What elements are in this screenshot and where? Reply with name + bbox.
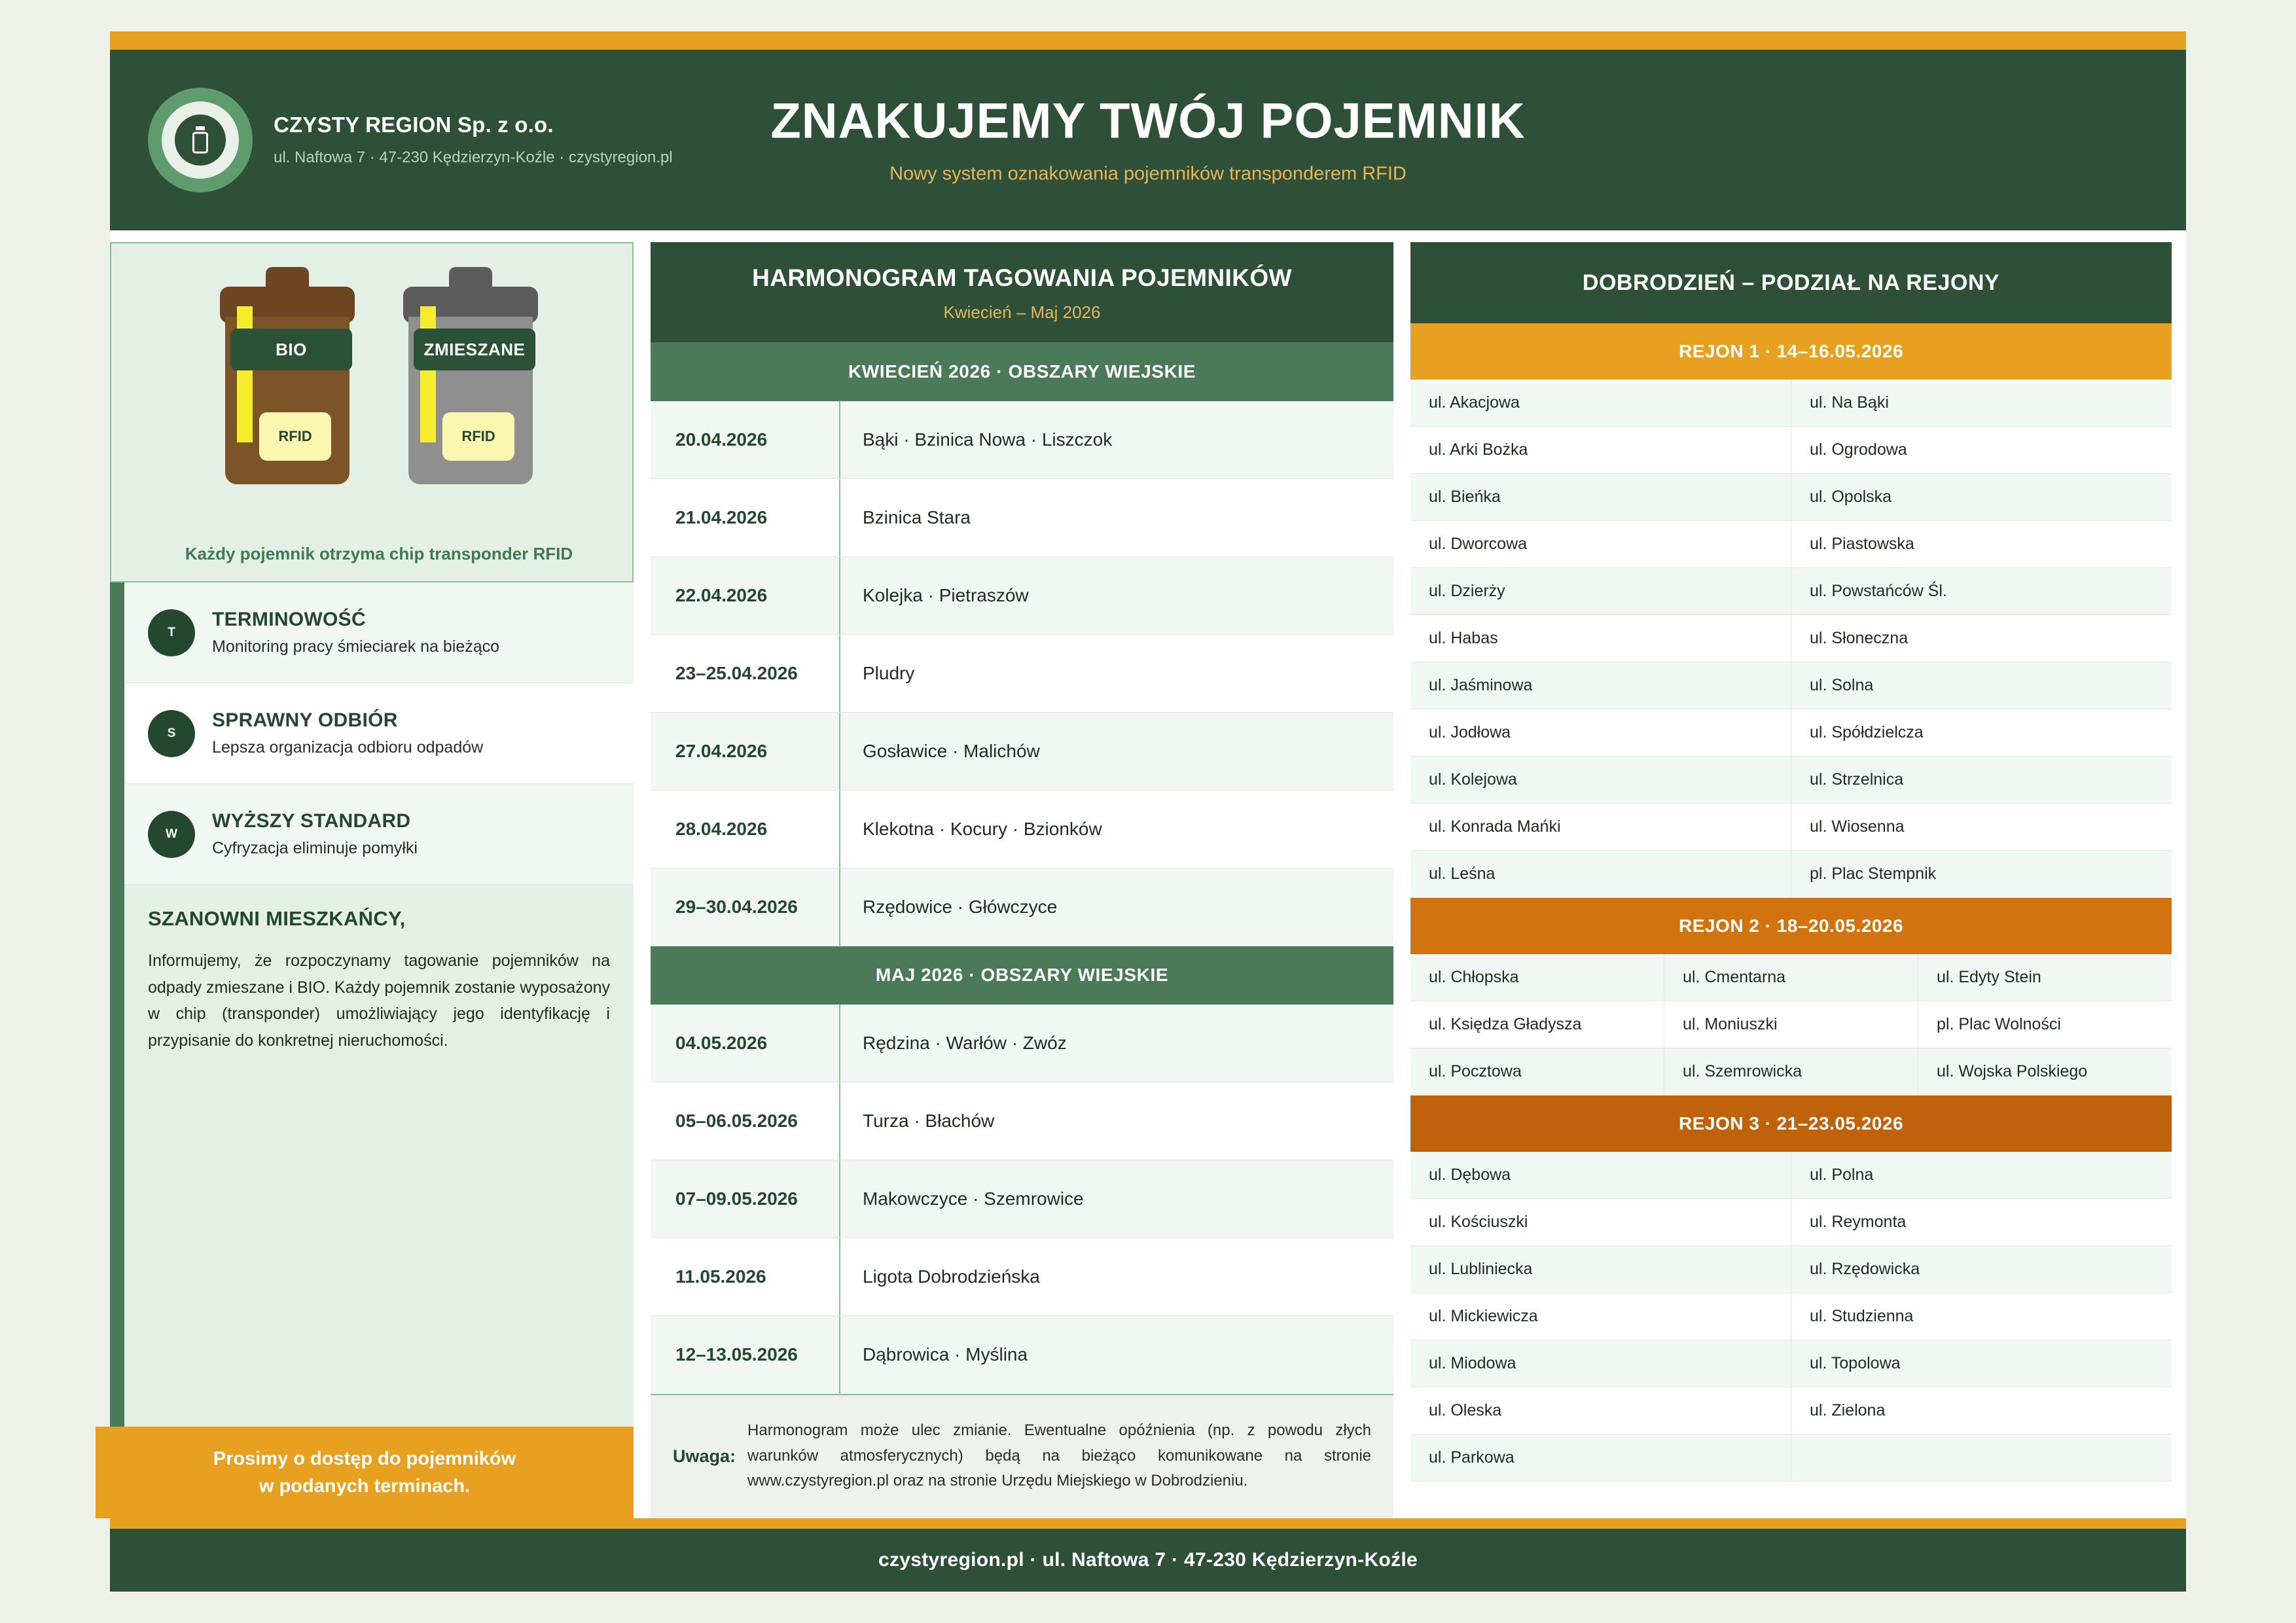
table-row bbox=[1410, 1152, 2172, 1199]
page-header bbox=[110, 50, 2186, 230]
note-label: Uwaga: bbox=[673, 1446, 736, 1466]
street-name: ul. Habas bbox=[1410, 615, 1791, 662]
schedule-header bbox=[651, 242, 1393, 342]
feature-title: WYŻSZY STANDARD bbox=[212, 810, 411, 832]
table-row bbox=[651, 791, 1393, 868]
table-row bbox=[1410, 1340, 2172, 1387]
table-row bbox=[1410, 1435, 2172, 1482]
schedule-areas: Dąbrowica · Myślina bbox=[863, 1344, 1028, 1364]
table-row bbox=[1410, 1387, 2172, 1435]
schedule-note bbox=[651, 1394, 1393, 1518]
street-name: ul. Spółdzielcza bbox=[1810, 723, 1924, 741]
cta-line-1: Prosimy o dostęp do pojemników bbox=[213, 1448, 516, 1469]
street-name: ul. Na Bąki bbox=[1810, 393, 1889, 412]
street-name: pl. Plac Stempnik bbox=[1810, 865, 1937, 883]
street-name: ul. Polna bbox=[1810, 1166, 1874, 1184]
street-name: ul. Piastowska bbox=[1810, 535, 1914, 553]
feature-title: TERMINOWOŚĆ bbox=[212, 609, 366, 630]
schedule-section-heading-may: MAJ 2026 · OBSZARY WIEJSKIE bbox=[651, 946, 1393, 1005]
table-row bbox=[651, 401, 1393, 479]
schedule-rows-may bbox=[651, 1005, 1393, 1394]
left-content bbox=[124, 242, 634, 1427]
street-name: ul. Księdza Gładysza bbox=[1410, 1001, 1664, 1048]
table-row bbox=[651, 1005, 1393, 1082]
schedule-areas: Rędzina · Warłów · Zwóz bbox=[863, 1033, 1067, 1053]
table-row bbox=[651, 1316, 1393, 1394]
street-name: ul. Szemrowicka bbox=[1664, 1048, 1918, 1095]
table-row bbox=[1410, 1293, 2172, 1340]
street-name: ul. Pocztowa bbox=[1410, 1048, 1664, 1095]
schedule-date: 04.05.2026 bbox=[651, 1005, 840, 1082]
feature-terminowosc bbox=[124, 582, 634, 683]
schedule-section-heading-april: KWIECIEŃ 2026 · OBSZARY WIEJSKIE bbox=[651, 342, 1393, 401]
table-row bbox=[1410, 709, 2172, 757]
brand-address: ul. Naftowa 7 · 47-230 Kędzierzyn-Koźle · czystyregion.pl bbox=[274, 149, 673, 167]
feature-texts bbox=[212, 709, 483, 757]
street-name: ul. Parkowa bbox=[1410, 1435, 1791, 1481]
logo-ring bbox=[162, 101, 239, 179]
street-name: ul. Moniuszki bbox=[1664, 1001, 1918, 1048]
street-name: ul. Miodowa bbox=[1410, 1340, 1791, 1387]
schedule-areas: Makowczyce · Szemrowice bbox=[863, 1188, 1084, 1209]
street-name: ul. Słoneczna bbox=[1810, 629, 1909, 647]
street-name: ul. Mickiewicza bbox=[1410, 1293, 1791, 1340]
schedule-areas: Kolejka · Pietraszów bbox=[863, 584, 1029, 605]
schedule-rows-april bbox=[651, 401, 1393, 946]
street-name: ul. Dębowa bbox=[1410, 1152, 1791, 1198]
schedule-title: HARMONOGRAM TAGOWANIA POJEMNIKÓW bbox=[752, 264, 1292, 291]
table-row bbox=[1410, 804, 2172, 851]
schedule-areas: Ligota Dobrodzieńska bbox=[863, 1266, 1040, 1287]
table-row bbox=[1410, 851, 2172, 898]
rfid-chip-mixed: RFID bbox=[442, 412, 514, 461]
feature-wyzszy-standard bbox=[124, 784, 634, 885]
feature-description: Monitoring pracy śmieciarek na bieżąco bbox=[212, 637, 500, 656]
feature-badge-icon: S bbox=[148, 710, 195, 757]
table-row bbox=[651, 635, 1393, 713]
street-name: ul. Dzierży bbox=[1410, 568, 1791, 615]
feature-sprawny-odbior bbox=[124, 683, 634, 784]
bin-label-mixed: ZMIESZANE bbox=[414, 329, 535, 370]
letter-title: SZANOWNI MIESZKAŃCY, bbox=[148, 907, 406, 930]
street-name: ul. Reymonta bbox=[1810, 1213, 1907, 1231]
street-name: ul. Wojska Polskiego bbox=[1937, 1062, 2088, 1080]
street-name: ul. Leśna bbox=[1410, 851, 1791, 897]
regions-title: DOBRODZIEŃ – PODZIAŁ NA REJONY bbox=[1410, 242, 2172, 323]
street-name: ul. Konrada Mańki bbox=[1410, 804, 1791, 850]
table-row bbox=[1410, 1001, 2172, 1048]
schedule-areas: Turza · Błachów bbox=[863, 1111, 995, 1131]
street-name: ul. Cmentarna bbox=[1664, 954, 1918, 1001]
street-name: ul. Lubliniecka bbox=[1410, 1246, 1791, 1293]
feature-badge-icon: T bbox=[148, 609, 195, 656]
table-row bbox=[1410, 521, 2172, 568]
schedule-date: 22.04.2026 bbox=[651, 557, 840, 634]
main-body bbox=[110, 230, 2186, 1518]
schedule-date: 20.04.2026 bbox=[651, 401, 840, 478]
schedule-date: 29–30.04.2026 bbox=[651, 868, 840, 946]
poster-root bbox=[110, 31, 2186, 1592]
table-row bbox=[1410, 427, 2172, 474]
bin-bio bbox=[220, 267, 355, 487]
feature-texts bbox=[212, 810, 418, 858]
schedule-range: Kwiecień – Maj 2026 bbox=[943, 302, 1101, 322]
table-row bbox=[1410, 474, 2172, 521]
rejon-3-heading: REJON 3 · 21–23.05.2026 bbox=[1410, 1096, 2172, 1152]
residents-letter bbox=[124, 885, 634, 1427]
street-name: ul. Akacjowa bbox=[1410, 380, 1791, 426]
feature-title: SPRAWNY ODBIÓR bbox=[212, 709, 398, 731]
page-subtitle: Nowy system oznakowania pojemników transponderem RFID bbox=[889, 163, 1407, 185]
bins-caption: Każdy pojemnik otrzyma chip transponder RFID bbox=[185, 544, 573, 563]
schedule-date: 21.04.2026 bbox=[651, 479, 840, 556]
schedule-column bbox=[651, 242, 1393, 1518]
top-accent-bar bbox=[110, 31, 2186, 50]
street-name: ul. Studzienna bbox=[1810, 1307, 1914, 1325]
table-row bbox=[1410, 380, 2172, 427]
table-row bbox=[651, 1160, 1393, 1238]
feature-description: Cyfryzacja eliminuje pomyłki bbox=[212, 839, 418, 857]
street-name: ul. Bieńka bbox=[1410, 474, 1791, 520]
rejon-1-heading: REJON 1 · 14–16.05.2026 bbox=[1410, 323, 2172, 380]
schedule-areas: Gosławice · Malichów bbox=[863, 740, 1040, 761]
cta-banner bbox=[96, 1427, 634, 1518]
table-row bbox=[1410, 1048, 2172, 1096]
street-name: ul. Ogrodowa bbox=[1810, 440, 1907, 459]
feature-description: Lepsza organizacja odbioru odpadów bbox=[212, 738, 484, 757]
street-name: ul. Edyty Stein bbox=[1937, 968, 2041, 986]
table-row bbox=[1410, 1246, 2172, 1293]
cta-line-2: w podanych terminach. bbox=[259, 1476, 471, 1497]
page-footer: czystyregion.pl · ul. Naftowa 7 · 47-230 Kędzierzyn-Koźle bbox=[110, 1529, 2186, 1592]
left-inner bbox=[110, 242, 634, 1427]
schedule-date: 11.05.2026 bbox=[651, 1238, 840, 1315]
schedule-date: 28.04.2026 bbox=[651, 791, 840, 868]
page-title: ZNAKUJEMY TWÓJ POJEMNIK bbox=[770, 93, 1526, 149]
table-row bbox=[1410, 757, 2172, 804]
street-name: ul. Wiosenna bbox=[1810, 817, 1905, 836]
table-row bbox=[651, 479, 1393, 557]
street-name: ul. Powstańców Śl. bbox=[1810, 582, 1947, 600]
street-name: ul. Kolejowa bbox=[1410, 757, 1791, 803]
schedule-areas: Bąki · Bzinica Nowa · Liszczok bbox=[863, 429, 1113, 450]
schedule-date: 27.04.2026 bbox=[651, 713, 840, 790]
table-row bbox=[1410, 615, 2172, 662]
table-row bbox=[1410, 954, 2172, 1001]
feature-texts bbox=[212, 609, 499, 656]
schedule-date: 07–09.05.2026 bbox=[651, 1160, 840, 1238]
street-name: ul. Rzędowicka bbox=[1810, 1260, 1920, 1278]
schedule-areas: Pludry bbox=[863, 662, 915, 683]
schedule-areas: Rzędowice · Główczyce bbox=[863, 896, 1058, 917]
street-name: pl. Plac Wolności bbox=[1937, 1015, 2061, 1033]
brand-name: CZYSTY REGION Sp. z o.o. bbox=[274, 112, 554, 137]
table-row bbox=[1410, 568, 2172, 615]
street-name: ul. Chłopska bbox=[1410, 954, 1664, 1001]
table-row bbox=[651, 868, 1393, 946]
bin-yellow-stripe bbox=[237, 306, 253, 442]
letter-body: Informujemy, że rozpoczynamy tagowanie pojemników na odpady zmieszane i BIO. Każdy pojemnik zostanie wyposażony w chip (transponder) umożliwiający jego identyfikację i przypisanie do konkretnej nieruchomości. bbox=[148, 952, 610, 1050]
regions-column bbox=[1410, 242, 2172, 1518]
street-name: ul. Arki Bożka bbox=[1410, 427, 1791, 473]
left-column bbox=[110, 242, 634, 1518]
company-logo bbox=[148, 88, 253, 192]
schedule-areas: Klekotna · Kocury · Bzionków bbox=[863, 818, 1102, 839]
street-name-empty bbox=[1791, 1435, 2172, 1481]
street-name: ul. Strzelnica bbox=[1810, 770, 1904, 789]
table-row bbox=[651, 557, 1393, 635]
schedule-date: 05–06.05.2026 bbox=[651, 1082, 840, 1160]
table-row bbox=[651, 1238, 1393, 1316]
brand-block bbox=[274, 113, 673, 167]
rejon-3-streets bbox=[1410, 1152, 2172, 1482]
street-name: ul. Jodłowa bbox=[1410, 709, 1791, 756]
street-name: ul. Kościuszki bbox=[1410, 1199, 1791, 1245]
schedule-date: 12–13.05.2026 bbox=[651, 1316, 840, 1393]
bins-row bbox=[220, 267, 538, 487]
rejon-2-heading: REJON 2 · 18–20.05.2026 bbox=[1410, 898, 2172, 954]
rejon-1-streets bbox=[1410, 380, 2172, 898]
bins-illustration-card bbox=[110, 242, 634, 582]
rfid-chip-bio: RFID bbox=[259, 412, 331, 461]
street-name: ul. Topolowa bbox=[1810, 1354, 1901, 1372]
table-row bbox=[1410, 1199, 2172, 1246]
street-name: ul. Zielona bbox=[1810, 1401, 1886, 1419]
bin-mixed bbox=[403, 267, 538, 487]
footer-accent-bar bbox=[110, 1518, 2186, 1529]
street-name: ul. Oleska bbox=[1410, 1387, 1791, 1434]
schedule-date: 23–25.04.2026 bbox=[651, 635, 840, 712]
feature-badge-icon: W bbox=[148, 811, 195, 858]
table-row bbox=[651, 713, 1393, 791]
note-text: Harmonogram może ulec zmianie. Ewentualne opóźnienia (np. z powodu złych warunków atmosferycznych) będą na bieżąco komunikowane na stronie www.czystyregion.pl oraz na stronie Urzędu Miejskiego w Dobrodzieniu. bbox=[747, 1421, 1371, 1490]
rejon-2-streets bbox=[1410, 954, 2172, 1096]
schedule-areas: Bzinica Stara bbox=[863, 507, 971, 527]
street-name: ul. Dworcowa bbox=[1410, 521, 1791, 567]
street-name: ul. Jaśminowa bbox=[1410, 662, 1791, 709]
bin-label-bio: BIO bbox=[230, 329, 352, 370]
street-name: ul. Solna bbox=[1810, 676, 1874, 694]
table-row bbox=[651, 1082, 1393, 1160]
street-name: ul. Opolska bbox=[1810, 488, 1892, 506]
table-row bbox=[1410, 662, 2172, 709]
waste-bin-icon bbox=[175, 115, 226, 166]
bin-yellow-stripe bbox=[420, 306, 436, 442]
